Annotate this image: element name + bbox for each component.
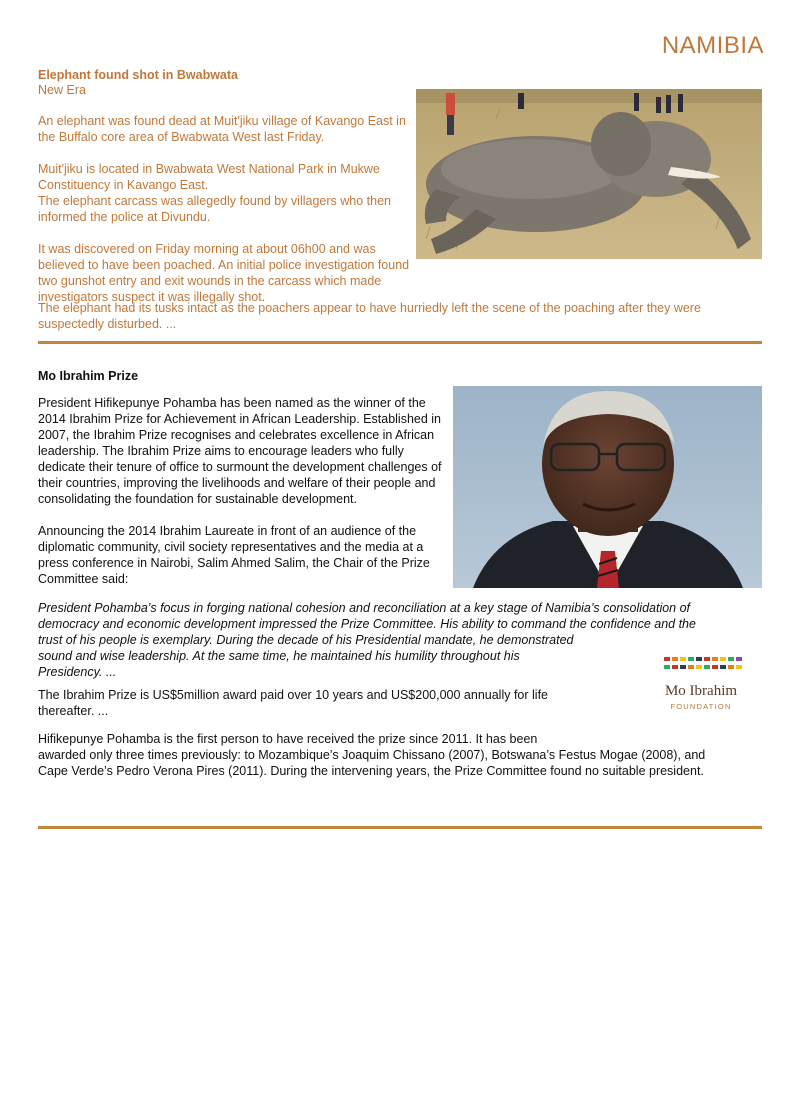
paragraph-line: awarded only three times previously: to Mozambique’s Joaquim Chissano (2007), Botswana’s Festus Mogae (2008), and: [38, 748, 706, 762]
article-source: New Era: [38, 83, 86, 97]
paragraph-line: Cape Verde’s Pedro Verona Pires (2011). During the intervening years, the Prize Committee found no suitable president.: [38, 764, 704, 778]
logo-subtitle: FOUNDATION: [670, 702, 732, 711]
article-paragraph: President Hifikepunye Pohamba has been named as the winner of the 2014 Ibrahim Prize for Achievement in African Leadership. Established in 2007, the Ibrahim Prize recognises and celebrates excellence in African leadership. The Ibrahim Prize aims to encourage leaders who fully dedicate their tenure of office to surmount the development challenges of their countries, improving the livelihoods and welfare of their people and consolidating the foundation for sustainable development.: [38, 396, 442, 506]
country-heading: NAMIBIA: [661, 32, 764, 59]
quote-line: sound and wise leadership. At the same time, he maintained his humility throughout his: [38, 649, 520, 663]
divider: [38, 341, 762, 344]
article-title: Mo Ibrahim Prize: [38, 369, 139, 383]
article-title: Elephant found shot in Bwabwata: [38, 68, 238, 82]
article-body: [38, 113, 416, 305]
article-paragraph: Announcing the 2014 Ibrahim Laureate in front of an audience of the diplomatic community, civil society representatives and the media at a press conference in Nairobi, Salim Ahmed Salim, the Chair of the Prize Committee said:: [38, 524, 430, 586]
article-paragraph: Muit'jiku is located in Bwabwata West National Park in Mukwe Constituency in Kavango East.: [38, 162, 380, 192]
quote-line: Presidency. ...: [38, 665, 117, 679]
article-body: [38, 395, 450, 587]
article-paragraph: An elephant was found dead at Muit'jiku village of Kavango East in the Buffalo core area of Bwabwata West last Friday.: [38, 114, 406, 144]
article-paragraph: The Ibrahim Prize is US$5million award paid over 10 years and US$200,000 annually for life thereafter. ...: [38, 688, 548, 718]
article-paragraph: It was discovered on Friday morning at about 06h00 and was believed to have been poached. An initial police investigation found two gunshot entry and exit wounds in the carcass which made investigators suspect it was illegally shot.: [38, 242, 410, 304]
article-paragraph: The elephant had its tusks intact as the poachers appear to have hurriedly left the scene of the poaching after they were suspectedly disturbed. ...: [38, 301, 701, 331]
quote-line: democracy and economic development impressed the Prize Committee. His ability to command the confidence and the: [38, 617, 696, 631]
divider: [38, 826, 762, 829]
quote-line: trust of his people is exemplary. During the decade of his Presidential mandate, he demonstrated: [38, 633, 574, 647]
logo-name: Mo Ibrahim: [664, 683, 738, 699]
quote-line: President Pohamba’s focus in forging national cohesion and reconciliation at a key stage of Namibia’s consolidation of: [38, 601, 691, 615]
mo-ibrahim-foundation-logo: [646, 655, 756, 715]
paragraph-line: Hifikepunye Pohamba is the first person to have received the prize since 2011. It has been: [38, 732, 538, 746]
article-paragraph: The elephant carcass was allegedly found by villagers who then informed the police at Divundu.: [38, 194, 391, 224]
elephant-photo: [416, 89, 762, 259]
portrait-photo: [453, 386, 762, 588]
article-paragraph: [38, 731, 766, 779]
